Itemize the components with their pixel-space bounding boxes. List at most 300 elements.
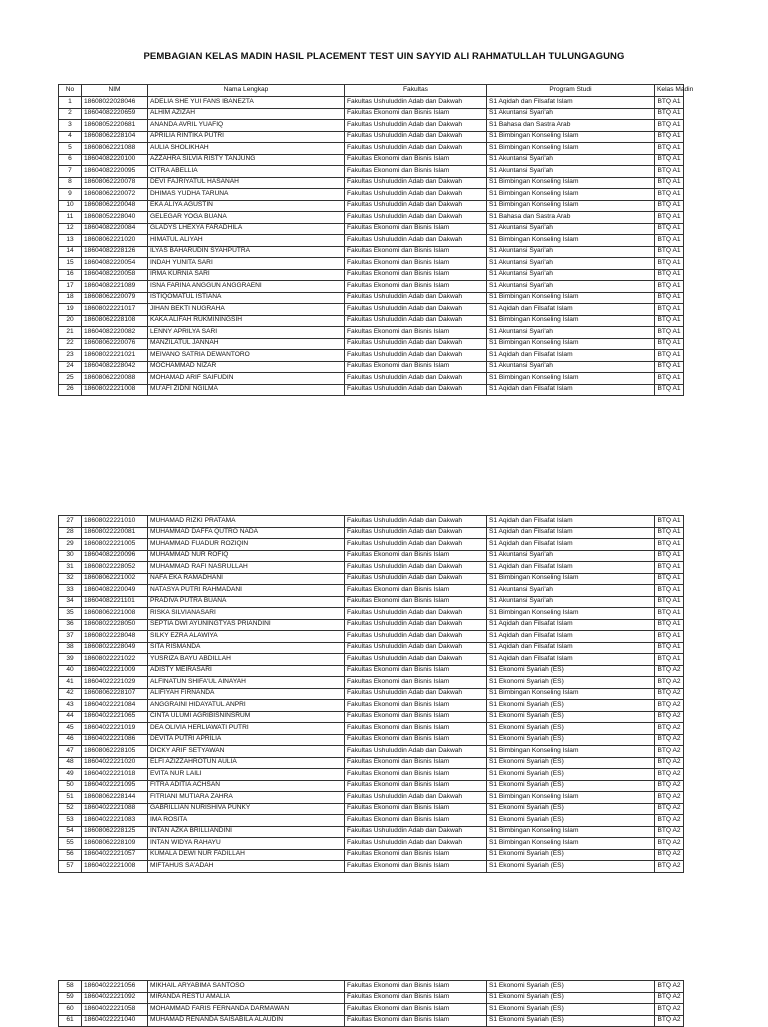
cell-prodi: S1 Aqidah dan Filsafat Islam [487, 654, 655, 666]
cell-nim: 18608062221088 [82, 143, 148, 155]
table-row [59, 677, 684, 689]
cell-nama: IMA ROSITA [148, 815, 345, 827]
cell-fakultas: Fakultas Ekonomi dan Bisnis Islam [345, 585, 487, 597]
cell-fakultas: Fakultas Ushuluddin Adab dan Dakwah [345, 746, 487, 758]
table-row [59, 1015, 684, 1027]
cell-fakultas: Fakultas Ekonomi dan Bisnis Islam [345, 757, 487, 769]
table-row [59, 550, 684, 562]
cell-fakultas: Fakultas Ekonomi dan Bisnis Islam [345, 1004, 487, 1016]
column-header-nim: NIM [82, 85, 148, 97]
cell-nama: ELFI AZIZZAHROTUN AULIA [148, 757, 345, 769]
cell-prodi: S1 Bahasa dan Sastra Arab [487, 120, 655, 132]
cell-nim: 18604082221089 [82, 281, 148, 293]
cell-nama: MUHAMMAD FUADUR ROZIQIN [148, 539, 345, 551]
cell-fakultas: Fakultas Ushuluddin Adab dan Dakwah [345, 654, 487, 666]
cell-prodi: S1 Ekonomi Syariah (ES) [487, 992, 655, 1004]
cell-prodi: S1 Ekonomi Syariah (ES) [487, 815, 655, 827]
cell-nama: CINTA ULUMI AGRIBISNINSRUM [148, 711, 345, 723]
table-row [59, 108, 684, 120]
cell-no: 34 [59, 596, 82, 608]
cell-kelas: BTQ A2 [655, 780, 684, 792]
cell-prodi: S1 Aqidah dan Filsafat Islam [487, 642, 655, 654]
cell-no: 1 [59, 97, 82, 109]
cell-kelas: BTQ A2 [655, 861, 684, 873]
table-row [59, 654, 684, 666]
cell-nim: 18604082228042 [82, 361, 148, 373]
cell-prodi: S1 Bahasa dan Sastra Arab [487, 212, 655, 224]
cell-prodi: S1 Bimbingan Konseling Islam [487, 131, 655, 143]
cell-prodi: S1 Ekonomi Syariah (ES) [487, 1015, 655, 1027]
cell-nim: 18604022221095 [82, 780, 148, 792]
table-row [59, 981, 684, 993]
cell-prodi: S1 Akuntansi Syari'ah [487, 246, 655, 258]
cell-no: 52 [59, 803, 82, 815]
cell-nama: MIKHAIL ARYABIMA SANTOSO [148, 981, 345, 993]
cell-kelas: BTQ A2 [655, 981, 684, 993]
cell-prodi: S1 Bimbingan Konseling Islam [487, 746, 655, 758]
cell-nama: NAFA EKA RAMADHANI [148, 573, 345, 585]
cell-kelas: BTQ A1 [655, 315, 684, 327]
cell-nim: 18608062228144 [82, 792, 148, 804]
table-row [59, 527, 684, 539]
cell-fakultas: Fakultas Ushuluddin Adab dan Dakwah [345, 131, 487, 143]
cell-fakultas: Fakultas Ushuluddin Adab dan Dakwah [345, 120, 487, 132]
cell-nim: 18608062221002 [82, 573, 148, 585]
cell-prodi: S1 Bimbingan Konseling Islam [487, 235, 655, 247]
cell-nim: 18604022221009 [82, 665, 148, 677]
cell-kelas: BTQ A1 [655, 550, 684, 562]
cell-no: 22 [59, 338, 82, 350]
cell-kelas: BTQ A2 [655, 700, 684, 712]
cell-fakultas: Fakultas Ushuluddin Adab dan Dakwah [345, 177, 487, 189]
table-row [59, 585, 684, 597]
cell-prodi: S1 Ekonomi Syariah (ES) [487, 769, 655, 781]
cell-prodi: S1 Ekonomi Syariah (ES) [487, 711, 655, 723]
cell-nim: 18604022221086 [82, 734, 148, 746]
cell-no: 17 [59, 281, 82, 293]
table-row [59, 235, 684, 247]
cell-no: 54 [59, 826, 82, 838]
cell-nim: 18604082220082 [82, 327, 148, 339]
cell-prodi: S1 Akuntansi Syari'ah [487, 166, 655, 178]
cell-prodi: S1 Aqidah dan Filsafat Islam [487, 539, 655, 551]
cell-kelas: BTQ A1 [655, 384, 684, 396]
cell-nama: DEA OLIVIA HERLIAWATI PUTRI [148, 723, 345, 735]
cell-nama: MU'AFI ZIDNI NGILMA [148, 384, 345, 396]
cell-nama: YUSRIZA BAYU ABDILLAH [148, 654, 345, 666]
cell-nama: MUHAMAD RENANDA SAISABILA ALAUDIN [148, 1015, 345, 1027]
table-row [59, 304, 684, 316]
cell-nama: SITA RISMANDA [148, 642, 345, 654]
cell-kelas: BTQ A1 [655, 189, 684, 201]
cell-nim: 18608062221020 [82, 235, 148, 247]
cell-fakultas: Fakultas Ushuluddin Adab dan Dakwah [345, 642, 487, 654]
cell-no: 16 [59, 269, 82, 281]
cell-fakultas: Fakultas Ushuluddin Adab dan Dakwah [345, 292, 487, 304]
cell-fakultas: Fakultas Ushuluddin Adab dan Dakwah [345, 826, 487, 838]
cell-nim: 18608062220079 [82, 292, 148, 304]
cell-fakultas: Fakultas Ekonomi dan Bisnis Islam [345, 223, 487, 235]
table-row [59, 803, 684, 815]
cell-prodi: S1 Ekonomi Syariah (ES) [487, 849, 655, 861]
cell-nim: 18608062220072 [82, 189, 148, 201]
cell-fakultas: Fakultas Ekonomi dan Bisnis Islam [345, 677, 487, 689]
cell-no: 25 [59, 373, 82, 385]
cell-kelas: BTQ A2 [655, 734, 684, 746]
cell-no: 56 [59, 849, 82, 861]
cell-fakultas: Fakultas Ekonomi dan Bisnis Islam [345, 700, 487, 712]
cell-nama: JIHAN BEKTI NUGRAHA [148, 304, 345, 316]
table-row [59, 350, 684, 362]
table-row [59, 608, 684, 620]
cell-fakultas: Fakultas Ushuluddin Adab dan Dakwah [345, 97, 487, 109]
cell-nim: 18608022221010 [82, 516, 148, 528]
cell-no: 59 [59, 992, 82, 1004]
column-header-prodi: Program Studi [487, 85, 655, 97]
table-row [59, 688, 684, 700]
cell-kelas: BTQ A2 [655, 1004, 684, 1016]
cell-fakultas: Fakultas Ekonomi dan Bisnis Islam [345, 108, 487, 120]
cell-prodi: S1 Bimbingan Konseling Islam [487, 792, 655, 804]
cell-nama: MEIVANO SATRIA DEWANTORO [148, 350, 345, 362]
cell-nim: 18608062228125 [82, 826, 148, 838]
cell-fakultas: Fakultas Ushuluddin Adab dan Dakwah [345, 562, 487, 574]
cell-prodi: S1 Akuntansi Syari'ah [487, 258, 655, 270]
cell-fakultas: Fakultas Ekonomi dan Bisnis Islam [345, 861, 487, 873]
table-row [59, 539, 684, 551]
cell-nim: 18608022221008 [82, 384, 148, 396]
cell-nim: 18604082220096 [82, 550, 148, 562]
cell-nama: ANGGRAINI HIDAYATUL ANPRI [148, 700, 345, 712]
cell-fakultas: Fakultas Ekonomi dan Bisnis Islam [345, 769, 487, 781]
cell-nama: DICKY ARIF SETYAWAN [148, 746, 345, 758]
cell-nim: 18604082220095 [82, 166, 148, 178]
cell-prodi: S1 Ekonomi Syariah (ES) [487, 665, 655, 677]
cell-prodi: S1 Akuntansi Syari'ah [487, 585, 655, 597]
cell-nama: ISNA FARINA ANGGUN ANGGRAENI [148, 281, 345, 293]
cell-no: 35 [59, 608, 82, 620]
cell-prodi: S1 Bimbingan Konseling Islam [487, 608, 655, 620]
cell-no: 51 [59, 792, 82, 804]
cell-nim: 18608062228108 [82, 315, 148, 327]
cell-no: 18 [59, 292, 82, 304]
cell-nim: 18604082220659 [82, 108, 148, 120]
cell-kelas: BTQ A2 [655, 838, 684, 850]
table-row [59, 281, 684, 293]
cell-kelas: BTQ A2 [655, 711, 684, 723]
cell-kelas: BTQ A2 [655, 677, 684, 689]
cell-fakultas: Fakultas Ekonomi dan Bisnis Islam [345, 1015, 487, 1027]
cell-kelas: BTQ A1 [655, 338, 684, 350]
cell-kelas: BTQ A1 [655, 131, 684, 143]
cell-fakultas: Fakultas Ekonomi dan Bisnis Islam [345, 711, 487, 723]
cell-kelas: BTQ A1 [655, 281, 684, 293]
cell-fakultas: Fakultas Ekonomi dan Bisnis Islam [345, 281, 487, 293]
cell-no: 10 [59, 200, 82, 212]
cell-prodi: S1 Akuntansi Syari'ah [487, 596, 655, 608]
cell-fakultas: Fakultas Ekonomi dan Bisnis Islam [345, 803, 487, 815]
cell-prodi: S1 Aqidah dan Filsafat Islam [487, 527, 655, 539]
table-row [59, 723, 684, 735]
table-row [59, 757, 684, 769]
table-row [59, 361, 684, 373]
cell-kelas: BTQ A2 [655, 849, 684, 861]
cell-no: 30 [59, 550, 82, 562]
cell-fakultas: Fakultas Ushuluddin Adab dan Dakwah [345, 189, 487, 201]
table-row [59, 826, 684, 838]
cell-no: 55 [59, 838, 82, 850]
cell-nama: FITRIANI MUTIARA ZAHRA [148, 792, 345, 804]
cell-prodi: S1 Ekonomi Syariah (ES) [487, 1004, 655, 1016]
cell-nama: GELEGAR YOGA BUANA [148, 212, 345, 224]
cell-kelas: BTQ A1 [655, 292, 684, 304]
cell-no: 14 [59, 246, 82, 258]
cell-prodi: S1 Ekonomi Syariah (ES) [487, 981, 655, 993]
cell-no: 7 [59, 166, 82, 178]
cell-no: 42 [59, 688, 82, 700]
table-row [59, 373, 684, 385]
cell-no: 57 [59, 861, 82, 873]
cell-no: 53 [59, 815, 82, 827]
table-row [59, 189, 684, 201]
table-row [59, 200, 684, 212]
cell-no: 6 [59, 154, 82, 166]
cell-nama: FITRA ADITIA ACHSAN [148, 780, 345, 792]
table-row [59, 642, 684, 654]
cell-kelas: BTQ A1 [655, 258, 684, 270]
table-row [59, 269, 684, 281]
cell-nim: 18608062220076 [82, 338, 148, 350]
cell-kelas: BTQ A2 [655, 1015, 684, 1027]
cell-nim: 18604022221092 [82, 992, 148, 1004]
cell-kelas: BTQ A2 [655, 769, 684, 781]
cell-nama: MUHAMMAD DAFFA QUTRO NADA [148, 527, 345, 539]
cell-prodi: S1 Ekonomi Syariah (ES) [487, 780, 655, 792]
table-row [59, 327, 684, 339]
cell-fakultas: Fakultas Ushuluddin Adab dan Dakwah [345, 350, 487, 362]
cell-nama: DHIMAS YUDHA TARUNA [148, 189, 345, 201]
cell-prodi: S1 Aqidah dan Filsafat Islam [487, 350, 655, 362]
cell-nama: CITRA ABELLIA [148, 166, 345, 178]
table-row [59, 384, 684, 396]
cell-prodi: S1 Akuntansi Syari'ah [487, 281, 655, 293]
cell-fakultas: Fakultas Ushuluddin Adab dan Dakwah [345, 304, 487, 316]
table-row [59, 212, 684, 224]
cell-no: 13 [59, 235, 82, 247]
cell-kelas: BTQ A1 [655, 97, 684, 109]
cell-fakultas: Fakultas Ushuluddin Adab dan Dakwah [345, 573, 487, 585]
cell-prodi: S1 Ekonomi Syariah (ES) [487, 723, 655, 735]
cell-nama: NATASYA PUTRI RAHMADANI [148, 585, 345, 597]
cell-prodi: S1 Ekonomi Syariah (ES) [487, 677, 655, 689]
cell-prodi: S1 Bimbingan Konseling Islam [487, 338, 655, 350]
cell-no: 33 [59, 585, 82, 597]
cell-nama: GABRILLIAN NURISHIVA PUNKY [148, 803, 345, 815]
cell-no: 9 [59, 189, 82, 201]
cell-no: 46 [59, 734, 82, 746]
roster-table-1 [58, 84, 694, 396]
cell-nama: PRADIVA PUTRA BUANA [148, 596, 345, 608]
cell-nim: 18608022221022 [82, 654, 148, 666]
column-header-nama: Nama Lengkap [148, 85, 345, 97]
cell-prodi: S1 Ekonomi Syariah (ES) [487, 757, 655, 769]
cell-nim: 18604082220058 [82, 269, 148, 281]
cell-fakultas: Fakultas Ekonomi dan Bisnis Islam [345, 981, 487, 993]
cell-kelas: BTQ A1 [655, 235, 684, 247]
cell-no: 41 [59, 677, 82, 689]
cell-nama: ALHIM AZIZAH [148, 108, 345, 120]
table-row [59, 338, 684, 350]
cell-nama: MUHAMMAD NUR ROFIQ [148, 550, 345, 562]
cell-nim: 18608062220088 [82, 373, 148, 385]
table-row [59, 166, 684, 178]
table-row [59, 861, 684, 873]
cell-nama: KUMALA DEWI NUR FADILLAH [148, 849, 345, 861]
cell-fakultas: Fakultas Ushuluddin Adab dan Dakwah [345, 838, 487, 850]
table-row [59, 1004, 684, 1016]
cell-fakultas: Fakultas Ekonomi dan Bisnis Islam [345, 734, 487, 746]
cell-nim: 18608022221005 [82, 539, 148, 551]
cell-kelas: BTQ A2 [655, 757, 684, 769]
cell-nim: 18604082220084 [82, 223, 148, 235]
cell-nim: 18608062228109 [82, 838, 148, 850]
cell-nama: EKA ALIYA AGUSTIN [148, 200, 345, 212]
cell-no: 32 [59, 573, 82, 585]
cell-kelas: BTQ A1 [655, 373, 684, 385]
cell-prodi: S1 Akuntansi Syari'ah [487, 108, 655, 120]
cell-no: 4 [59, 131, 82, 143]
cell-kelas: BTQ A1 [655, 573, 684, 585]
cell-nim: 18608052220681 [82, 120, 148, 132]
cell-prodi: S1 Akuntansi Syari'ah [487, 550, 655, 562]
cell-no: 20 [59, 315, 82, 327]
cell-fakultas: Fakultas Ushuluddin Adab dan Dakwah [345, 527, 487, 539]
cell-nim: 18608022228052 [82, 562, 148, 574]
cell-fakultas: Fakultas Ekonomi dan Bisnis Islam [345, 992, 487, 1004]
cell-kelas: BTQ A1 [655, 143, 684, 155]
cell-fakultas: Fakultas Ekonomi dan Bisnis Islam [345, 849, 487, 861]
cell-no: 31 [59, 562, 82, 574]
roster-table-2 [58, 515, 684, 873]
cell-prodi: S1 Aqidah dan Filsafat Islam [487, 516, 655, 528]
cell-nama: SILKY EZRA ALAWIYA [148, 631, 345, 643]
table-row [59, 143, 684, 155]
cell-kelas: BTQ A1 [655, 200, 684, 212]
cell-fakultas: Fakultas Ushuluddin Adab dan Dakwah [345, 384, 487, 396]
cell-fakultas: Fakultas Ushuluddin Adab dan Dakwah [345, 143, 487, 155]
cell-nim: 18608022228050 [82, 619, 148, 631]
cell-kelas: BTQ A1 [655, 177, 684, 189]
cell-nama: MUHAMMAD RAFI NASRULLAH [148, 562, 345, 574]
cell-fakultas: Fakultas Ekonomi dan Bisnis Islam [345, 154, 487, 166]
cell-no: 61 [59, 1015, 82, 1027]
cell-no: 39 [59, 654, 82, 666]
cell-kelas: BTQ A2 [655, 688, 684, 700]
cell-nim: 18608062228105 [82, 746, 148, 758]
cell-kelas: BTQ A1 [655, 585, 684, 597]
cell-nama: INTAN AZKA BRILLIANDINI [148, 826, 345, 838]
cell-nim: 18608022028046 [82, 97, 148, 109]
cell-kelas: BTQ A2 [655, 826, 684, 838]
cell-no: 12 [59, 223, 82, 235]
cell-no: 21 [59, 327, 82, 339]
cell-kelas: BTQ A2 [655, 992, 684, 1004]
table-row [59, 131, 684, 143]
cell-no: 50 [59, 780, 82, 792]
cell-nim: 18604022221088 [82, 803, 148, 815]
table-row [59, 97, 684, 109]
cell-no: 36 [59, 619, 82, 631]
cell-nim: 18604022221040 [82, 1015, 148, 1027]
cell-no: 44 [59, 711, 82, 723]
cell-nama: HIMATUL ALIYAH [148, 235, 345, 247]
cell-nama: INDAH YUNITA SARI [148, 258, 345, 270]
cell-kelas: BTQ A1 [655, 327, 684, 339]
cell-prodi: S1 Akuntansi Syari'ah [487, 154, 655, 166]
table-row [59, 315, 684, 327]
cell-nama: LENNY APRILYA SARI [148, 327, 345, 339]
cell-kelas: BTQ A1 [655, 108, 684, 120]
cell-prodi: S1 Bimbingan Konseling Islam [487, 573, 655, 585]
cell-nama: MOHAMAD ARIF SAIFUDIN [148, 373, 345, 385]
cell-prodi: S1 Aqidah dan Filsafat Islam [487, 619, 655, 631]
cell-fakultas: Fakultas Ushuluddin Adab dan Dakwah [345, 235, 487, 247]
table-row [59, 223, 684, 235]
cell-no: 49 [59, 769, 82, 781]
cell-nim: 18608022221021 [82, 350, 148, 362]
cell-prodi: S1 Bimbingan Konseling Islam [487, 189, 655, 201]
cell-kelas: BTQ A2 [655, 803, 684, 815]
table-row [59, 246, 684, 258]
cell-nama: DEVITA PUTRI APRILIA [148, 734, 345, 746]
cell-fakultas: Fakultas Ushuluddin Adab dan Dakwah [345, 212, 487, 224]
cell-no: 29 [59, 539, 82, 551]
cell-nim: 18604022221029 [82, 677, 148, 689]
cell-nim: 18604022221084 [82, 700, 148, 712]
cell-fakultas: Fakultas Ushuluddin Adab dan Dakwah [345, 619, 487, 631]
cell-kelas: BTQ A1 [655, 516, 684, 528]
cell-prodi: S1 Aqidah dan Filsafat Islam [487, 384, 655, 396]
table-row [59, 838, 684, 850]
roster-table-3 [58, 980, 684, 1027]
cell-fakultas: Fakultas Ekonomi dan Bisnis Islam [345, 780, 487, 792]
table-row [59, 154, 684, 166]
table-row [59, 815, 684, 827]
table-row [59, 619, 684, 631]
cell-prodi: S1 Ekonomi Syariah (ES) [487, 803, 655, 815]
cell-nama: APRILIA RINTIKA PUTRI [148, 131, 345, 143]
cell-nim: 18608022221017 [82, 304, 148, 316]
cell-fakultas: Fakultas Ushuluddin Adab dan Dakwah [345, 631, 487, 643]
cell-kelas: BTQ A1 [655, 246, 684, 258]
cell-prodi: S1 Aqidah dan Filsafat Islam [487, 631, 655, 643]
cell-nama: INTAN WIDYA RAHAYU [148, 838, 345, 850]
cell-nim: 18608022220081 [82, 527, 148, 539]
cell-kelas: BTQ A1 [655, 154, 684, 166]
cell-nim: 18608062228104 [82, 131, 148, 143]
cell-kelas: BTQ A1 [655, 562, 684, 574]
cell-fakultas: Fakultas Ushuluddin Adab dan Dakwah [345, 200, 487, 212]
cell-nama: AULIA SHOLIKHAH [148, 143, 345, 155]
cell-no: 2 [59, 108, 82, 120]
cell-no: 11 [59, 212, 82, 224]
cell-no: 26 [59, 384, 82, 396]
table-header-row [59, 85, 684, 97]
cell-kelas: BTQ A1 [655, 304, 684, 316]
column-header-fakultas: Fakultas [345, 85, 487, 97]
table-row [59, 711, 684, 723]
cell-nama: MOHAMMAD FARIS FERNANDA DARMAWAN [148, 1004, 345, 1016]
